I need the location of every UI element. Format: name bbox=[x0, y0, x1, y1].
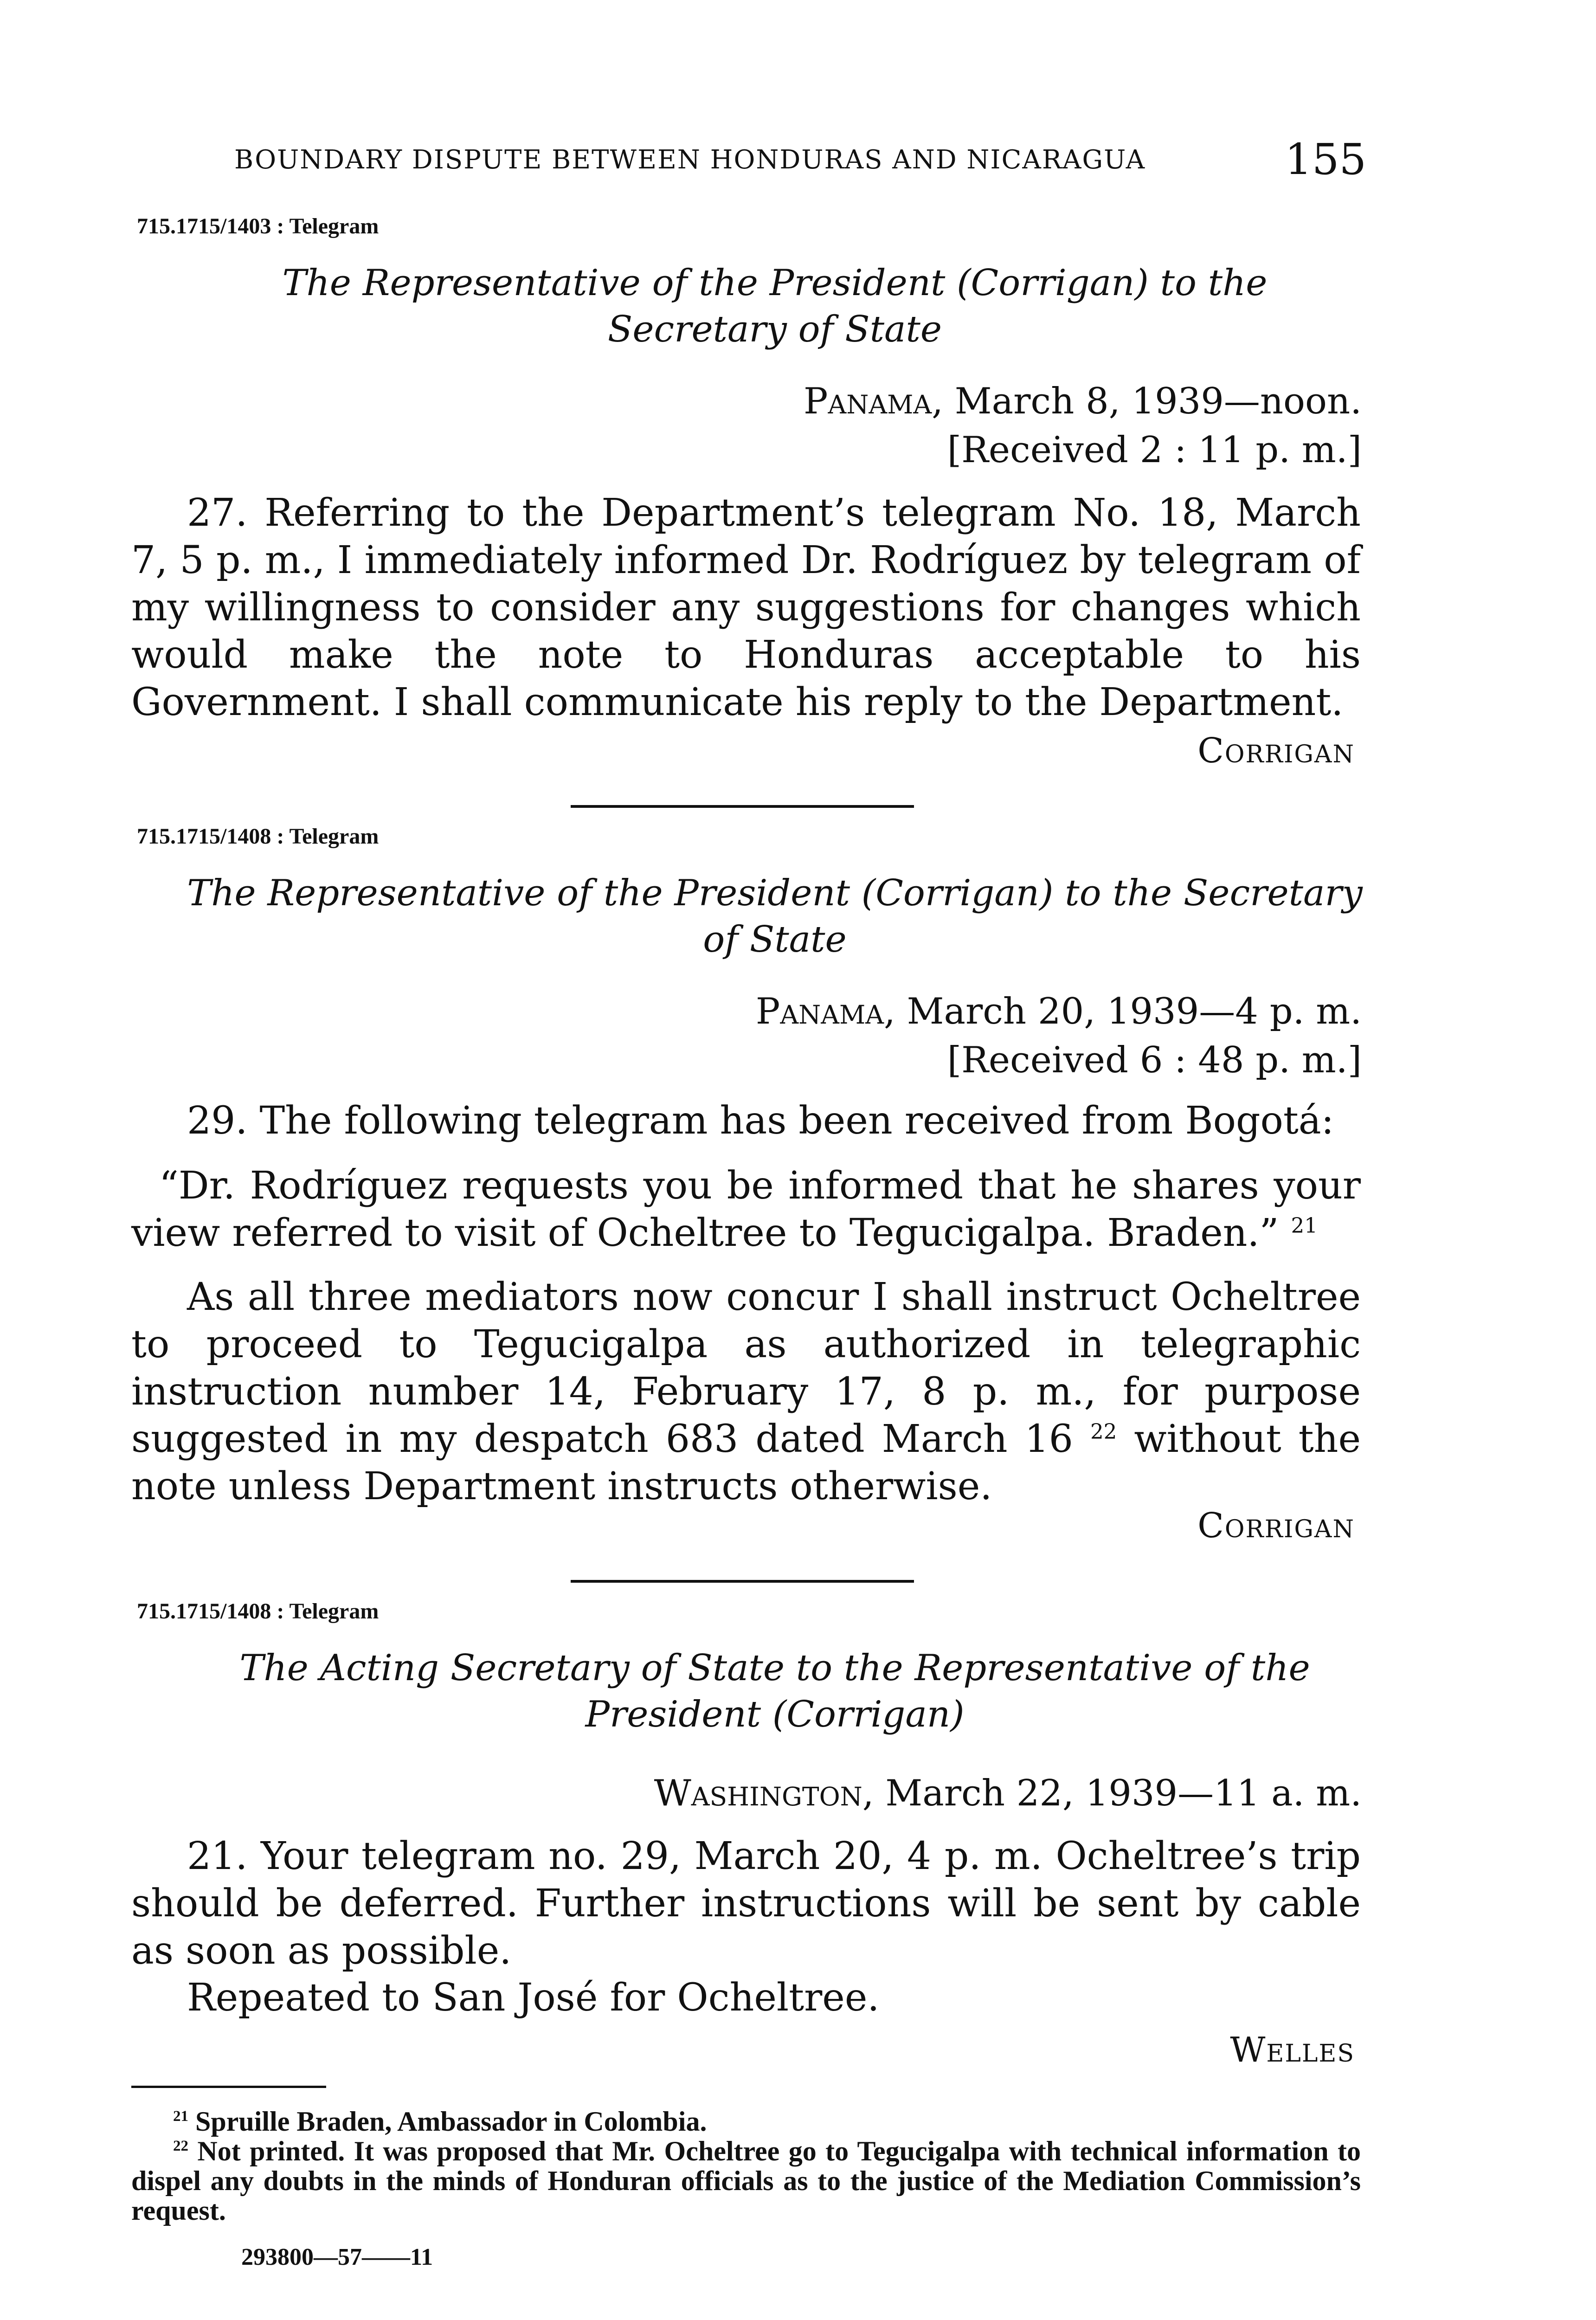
body-paragraph bbox=[131, 1274, 1361, 1510]
body-paragraph: 27. Referring to the Department’s telegram No. 18, March 7, 5 p. m., I immediately informed Dr. Rodríguez by telegram of my willingness to consider any suggestions for changes which would make the note to Honduras acceptable to his Government. I shall communicate his reply to the Department. bbox=[131, 491, 1361, 724]
signature: Welles bbox=[1230, 2030, 1355, 2070]
body-text: As all three mediators now concur I shall instruct Ocheltree to proceed to Tegucigalpa as authorized in telegraphic instruction number 14, February 17, 8 p. m., for purpose suggested in my despatch 683 dated March 16 bbox=[131, 1275, 1361, 1461]
section-divider bbox=[571, 1580, 914, 1583]
dateline-date: , March 8, 1939—noon. bbox=[932, 380, 1362, 422]
footnote-text: Not printed. It was proposed that Mr. Ocheltree go to Tegucigalpa with technical information to dispel any doubts in the minds of Honduran officials as to the justice of the Mediation Commission’s request. bbox=[131, 2136, 1361, 2226]
signature: Corrigan bbox=[1197, 731, 1355, 771]
page-number: 155 bbox=[1285, 135, 1366, 184]
footnotes bbox=[131, 2107, 1361, 2225]
footnote bbox=[131, 2136, 1361, 2225]
dateline bbox=[804, 380, 1362, 422]
document-title bbox=[139, 1645, 1410, 1738]
footnote-marker: 22 bbox=[1090, 1419, 1117, 1444]
document-title-line: The Representative of the President (Corrigan) to the Secretary bbox=[187, 872, 1363, 914]
dateline-place: Washington bbox=[654, 1772, 862, 1814]
footnote-marker: 21 bbox=[1291, 1213, 1318, 1238]
document-title bbox=[139, 260, 1410, 353]
document-title-line: of State bbox=[703, 919, 847, 960]
footnote-number: 22 bbox=[173, 2138, 188, 2154]
quoted-text: “Dr. Rodríguez requests you be informed that he shares your view referred to visit of Ocheltree to Tegucigalpa. Braden.” bbox=[131, 1164, 1361, 1255]
document-title-line: The Acting Secretary of State to the Representative of the bbox=[239, 1647, 1310, 1689]
footnote bbox=[131, 2107, 1361, 2136]
running-head bbox=[234, 135, 1366, 190]
footnote-divider bbox=[131, 2086, 326, 2088]
running-title: BOUNDARY DISPUTE BETWEEN HONDURAS AND NICARAGUA bbox=[234, 145, 1146, 175]
document-title-line: President (Corrigan) bbox=[585, 1694, 965, 1735]
dateline-place: Panama bbox=[755, 991, 884, 1032]
quoted-telegram bbox=[131, 1162, 1361, 1257]
dateline bbox=[654, 1772, 1362, 1814]
received-line: [Received 2 : 11 p. m.] bbox=[947, 429, 1362, 471]
dateline bbox=[756, 991, 1362, 1032]
body-paragraph: 21. Your telegram no. 29, March 20, 4 p. m. Ocheltree’s trip should be deferred. Further instructions will be sent by cable as soon as possible. bbox=[131, 1834, 1361, 1973]
dateline-date: , March 22, 1939—11 a. m. bbox=[862, 1772, 1362, 1814]
footnote-number: 21 bbox=[173, 2108, 188, 2125]
section-divider bbox=[571, 805, 914, 808]
dateline-date: , March 20, 1939—4 p. m. bbox=[884, 991, 1362, 1032]
file-reference: 715.1715/1403 : Telegram bbox=[137, 214, 379, 238]
file-reference: 715.1715/1408 : Telegram bbox=[137, 1599, 379, 1624]
dateline-place: Panama bbox=[804, 380, 932, 422]
document-title-line: Secretary of State bbox=[607, 309, 942, 350]
document-title-line: The Representative of the President (Corrigan) to the bbox=[282, 262, 1268, 304]
file-reference: 715.1715/1408 : Telegram bbox=[137, 824, 379, 849]
signature: Corrigan bbox=[1197, 1506, 1355, 1546]
body-paragraph: 29. The following telegram has been received from Bogotá: bbox=[187, 1099, 1334, 1143]
footnote-text: Spruille Braden, Ambassador in Colombia. bbox=[188, 2106, 707, 2137]
body-text: without the note unless Department instructs otherwise. bbox=[131, 1417, 1361, 1508]
printer-imprint: 293800—57——11 bbox=[241, 2244, 433, 2270]
received-line: [Received 6 : 48 p. m.] bbox=[947, 1039, 1362, 1081]
document-title bbox=[139, 870, 1410, 963]
body-paragraph: Repeated to San José for Ocheltree. bbox=[187, 1976, 880, 2020]
